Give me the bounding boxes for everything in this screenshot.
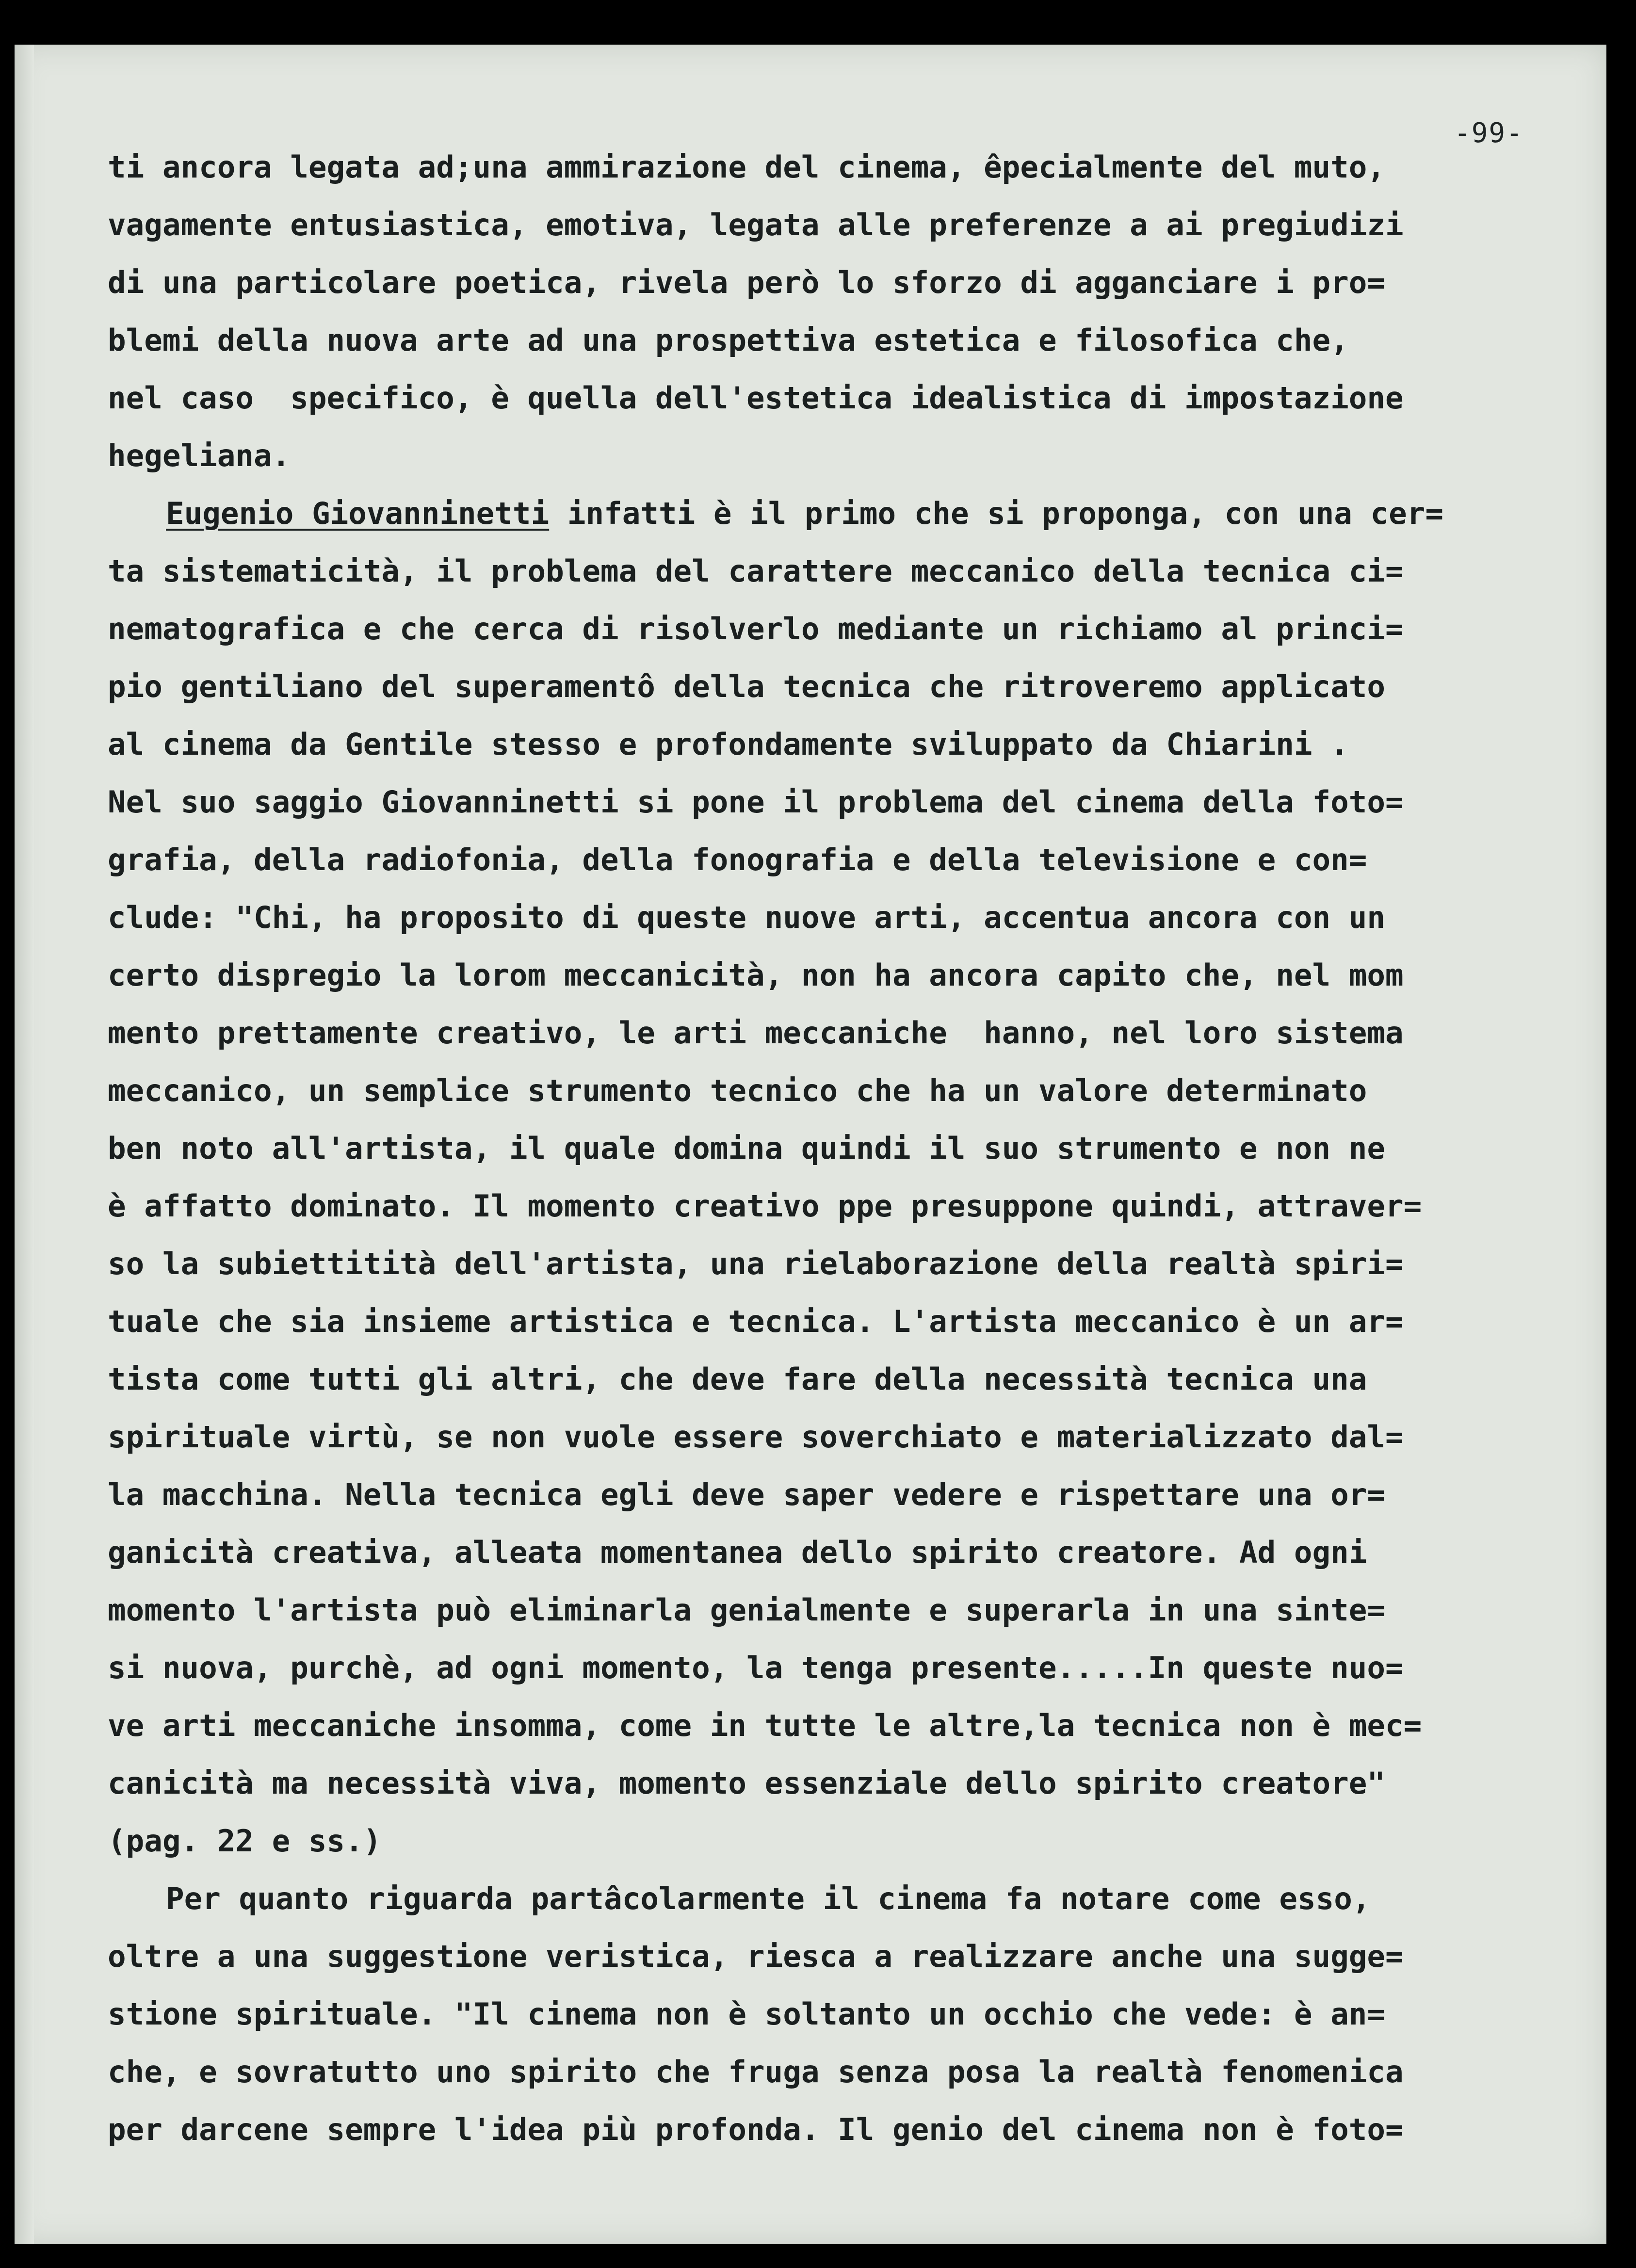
page-number: -99- xyxy=(1454,117,1523,149)
text-line xyxy=(108,889,1505,946)
line-text: di una particolare poetica, rivela però lo sforzo di agganciare i pro= xyxy=(108,265,1385,300)
text-line xyxy=(108,658,1505,715)
text-line xyxy=(108,369,1505,427)
line-text: tuale che sia insieme artistica e tecnica. L'artista meccanico è un ar= xyxy=(108,1304,1404,1339)
line-text: mento prettamente creativo, le arti meccaniche hanno, nel loro sistema xyxy=(108,1015,1404,1051)
text-line xyxy=(108,1350,1505,1408)
line-text: tista come tutti gli altri, che deve fare della necessità tecnica una xyxy=(108,1361,1367,1397)
line-text: nel caso specifico, è quella dell'estetica idealistica di impostazione xyxy=(108,380,1404,416)
body-text xyxy=(108,138,1505,2158)
line-text: spirituale virtù, se non vuole essere soverchiato e materializzato dal= xyxy=(108,1419,1404,1455)
line-text: la macchina. Nella tecnica egli deve saper vedere e rispettare una or= xyxy=(108,1477,1385,1512)
line-text: al cinema da Gentile stesso e profondamente sviluppato da Chiarini . xyxy=(108,727,1349,762)
text-line xyxy=(108,1293,1505,1350)
text-line xyxy=(108,773,1505,831)
text-line xyxy=(108,946,1505,1004)
text-line xyxy=(108,1928,1505,1985)
text-line xyxy=(108,1119,1505,1177)
line-text: vagamente entusiastica, emotiva, legata alle preferenze a ai pregiudizi xyxy=(108,207,1404,243)
text-line xyxy=(108,1062,1505,1119)
page-edge-shadow xyxy=(15,45,34,2244)
line-text: che, e sovratutto uno spirito che fruga senza posa la realtà fenomenica xyxy=(108,2054,1404,2090)
line-text: clude: "Chi, ha proposito di queste nuove arti, accentua ancora con un xyxy=(108,900,1385,935)
line-text: Per quanto riguarda partâcolarmente il cinema fa notare come esso, xyxy=(166,1881,1371,1916)
underlined-name: Eugenio Giovanninetti xyxy=(166,496,550,531)
line-text: certo dispregio la lorom meccanicità, non ha ancora capito che, nel mom xyxy=(108,957,1404,993)
text-line xyxy=(108,1812,1505,1870)
text-line xyxy=(108,427,1505,485)
line-text: ti ancora legata ad;una ammirazione del cinema, êpecialmente del muto, xyxy=(108,149,1385,185)
text-line xyxy=(108,311,1505,369)
line-text: hegeliana. xyxy=(108,438,291,473)
text-line xyxy=(108,1177,1505,1235)
text-line xyxy=(108,1466,1505,1523)
text-line xyxy=(108,196,1505,254)
text-line xyxy=(108,138,1505,196)
line-text: per darcene sempre l'idea più profonda. Il genio del cinema non è foto= xyxy=(108,2112,1404,2147)
text-line xyxy=(108,1985,1505,2043)
text-line xyxy=(108,485,1505,542)
text-line xyxy=(108,1235,1505,1293)
line-text: momento l'artista può eliminarla genialmente e superarla in una sinte= xyxy=(108,1592,1385,1628)
line-text: ganicità creativa, alleata momentanea dello spirito creatore. Ad ogni xyxy=(108,1535,1367,1570)
text-line xyxy=(108,600,1505,658)
text-line xyxy=(108,1697,1505,1754)
text-line xyxy=(108,254,1505,311)
line-text: so la subiettitità dell'artista, una rielaborazione della realtà spiri= xyxy=(108,1246,1404,1281)
line-text: ta sistematicità, il problema del carattere meccanico della tecnica ci= xyxy=(108,553,1404,589)
line-text: canicità ma necessità viva, momento essenziale dello spirito creatore" xyxy=(108,1766,1385,1801)
line-text: stione spirituale. "Il cinema non è soltanto un occhio che vede: è an= xyxy=(108,1996,1385,2032)
text-line xyxy=(108,1408,1505,1466)
line-text: Nel suo saggio Giovanninetti si pone il problema del cinema della foto= xyxy=(108,784,1404,820)
text-line xyxy=(108,1581,1505,1639)
text-line xyxy=(108,1523,1505,1581)
text-line xyxy=(108,715,1505,773)
text-line xyxy=(108,1639,1505,1697)
line-text: (pag. 22 e ss.) xyxy=(108,1823,382,1859)
text-line xyxy=(108,2101,1505,2158)
text-line xyxy=(108,2043,1505,2101)
text-line xyxy=(108,542,1505,600)
text-line xyxy=(108,1754,1505,1812)
line-text: ben noto all'artista, il quale domina quindi il suo strumento e non ne xyxy=(108,1131,1385,1166)
line-text: si nuova, purchè, ad ogni momento, la tenga presente.....In queste nuo= xyxy=(108,1650,1404,1685)
line-text: è affatto dominato. Il momento creativo ppe presuppone quindi, attraver= xyxy=(108,1188,1422,1224)
line-text: meccanico, un semplice strumento tecnico che ha un valore determinato xyxy=(108,1073,1367,1108)
text-line xyxy=(108,831,1505,889)
line-text: pio gentiliano del superamentô della tecnica che ritroveremo applicato xyxy=(108,669,1385,704)
text-line xyxy=(108,1004,1505,1062)
line-text: infatti è il primo che si proponga, con una cer= xyxy=(549,496,1443,531)
line-text: nematografica e che cerca di risolverlo mediante un richiamo al princi= xyxy=(108,611,1404,647)
line-text: grafia, della radiofonia, della fonografia e della televisione e con= xyxy=(108,842,1367,877)
line-text: ve arti meccaniche insomma, come in tutte le altre,la tecnica non è mec= xyxy=(108,1708,1422,1743)
text-line xyxy=(108,1870,1505,1928)
line-text: blemi della nuova arte ad una prospettiva estetica e filosofica che, xyxy=(108,323,1349,358)
line-text: oltre a una suggestione veristica, riesca a realizzare anche una sugge= xyxy=(108,1939,1404,1974)
